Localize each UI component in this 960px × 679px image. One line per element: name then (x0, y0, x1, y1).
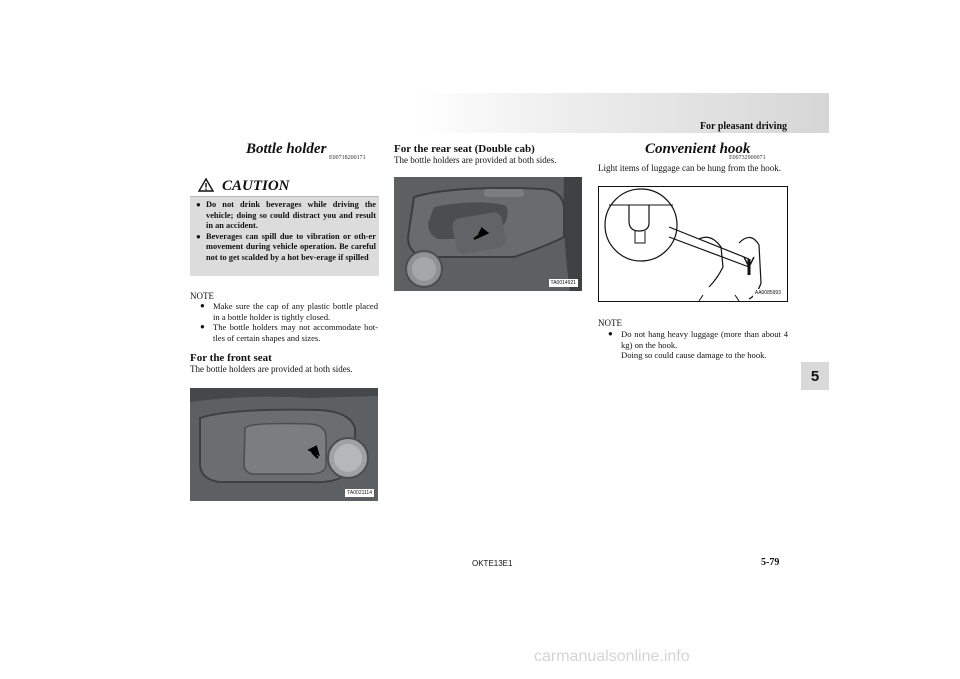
watermark: carmanualsonline.info (534, 648, 690, 665)
page-number: 5-79 (761, 557, 780, 568)
caution-list (196, 200, 376, 263)
hook-note-continuation: Doing so could cause damage to the hook. (621, 350, 767, 360)
hook-note-list (608, 329, 788, 361)
rear-door-illustration (394, 177, 582, 291)
note-item: ● Make sure the cap of any plastic bottle placed in a bottle holder is tightly closed. (200, 301, 378, 322)
convenient-hook-text: Light items of luggage can be hung from the hook. (598, 163, 781, 173)
hook-image-code: AA0085993 (754, 290, 781, 296)
front-seat-image-code: TA0021114 (347, 490, 372, 496)
bottle-holder-code: E00718200171 (329, 155, 366, 161)
note-list (200, 301, 378, 343)
hook-note-label: NOTE (598, 318, 622, 328)
section-label: For pleasant driving (699, 121, 787, 132)
caution-item: ● Beverages can spill due to vibration or oth-er movement during vehicle operation. Be careful not to get scalded by a hot bev-erage if spilled (196, 232, 376, 264)
front-seat-title: For the front seat (190, 352, 272, 364)
caution-item: ● Do not drink beverages while driving the vehicle; doing so could distract you and result in an accident. (196, 200, 376, 232)
note-item: ● The bottle holders may not accommodate bot-tles of certain shapes and sizes. (200, 322, 378, 343)
hook-diagram (598, 186, 788, 302)
rear-seat-title: For the rear seat (Double cab) (394, 143, 535, 155)
bottle-holder-title: Bottle holder (246, 141, 327, 157)
note-label: NOTE (190, 291, 214, 301)
warning-triangle-icon (198, 178, 214, 192)
caution-box (190, 176, 379, 276)
chapter-tab: 5 (801, 362, 829, 390)
rear-seat-image-code: TA0014921 (550, 280, 576, 286)
hook-note-item: ● Do not hang heavy luggage (more than about 4 kg) on the hook. (608, 329, 788, 350)
front-seat-text: The bottle holders are provided at both sides. (190, 364, 353, 374)
hook-illustration (599, 187, 787, 301)
rear-seat-text: The bottle holders are provided at both sides. (394, 155, 557, 165)
front-seat-photo (190, 388, 378, 501)
convenient-hook-title: Convenient hook (645, 141, 751, 157)
front-door-illustration (190, 388, 378, 501)
footer-doc-code: OKTE13E1 (472, 559, 513, 568)
convenient-hook-code: E00732900071 (729, 155, 766, 161)
caution-title: CAUTION (222, 178, 290, 194)
caution-header (190, 176, 379, 197)
rear-seat-photo (394, 177, 582, 291)
